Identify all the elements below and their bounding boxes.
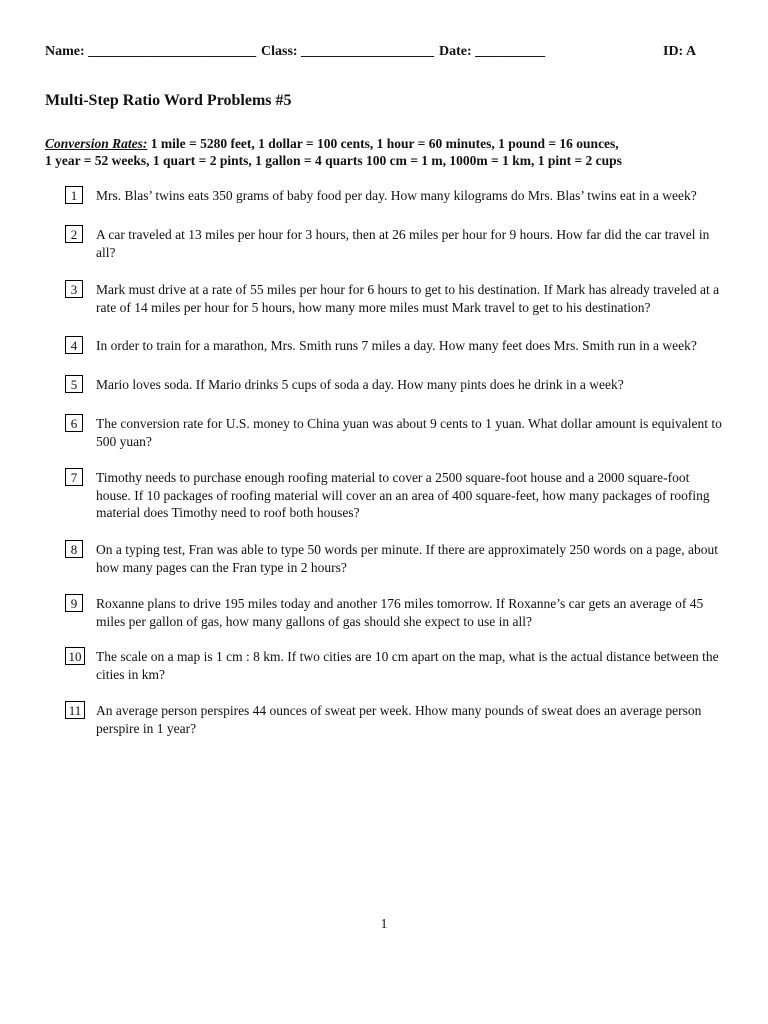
conversion-text-1: 1 mile = 5280 feet, 1 dollar = 100 cents, 1 hour = 60 minutes, 1 pound = 16 ounces, bbox=[147, 136, 619, 151]
problem-number: 6 bbox=[65, 414, 83, 432]
date-field: Date: __________ bbox=[439, 44, 546, 59]
problem-text: The scale on a map is 1 cm : 8 km. If two cities are 10 cm apart on the map, what is the actual distance between the cities in km? bbox=[96, 649, 719, 682]
problem-number: 9 bbox=[65, 594, 83, 612]
problem-text: Mark must drive at a rate of 55 miles per hour for 6 hours to get to his destination. If Mark has already traveled at a rate of 14 miles per hour for 5 hours, how many more miles must Mark travel to get to his destination? bbox=[96, 282, 720, 315]
name-field: Name: ________________________ bbox=[45, 44, 257, 59]
problem-text: An average person perspires 44 ounces of sweat per week. Hhow many pounds of sweat does an average person perspire in 1 year? bbox=[96, 703, 702, 736]
header-line bbox=[45, 44, 725, 64]
problem-number: 11 bbox=[65, 701, 85, 719]
page-number: 1 bbox=[380, 916, 388, 931]
problem-number: 5 bbox=[65, 375, 83, 393]
problem-text: Mrs. Blas’ twins eats 350 grams of baby food per day. How many kilograms do Mrs. Blas’ twins eat in a week? bbox=[96, 188, 697, 203]
conversion-label: Conversion Rates: bbox=[45, 136, 148, 151]
problem-number: 10 bbox=[65, 647, 85, 665]
problem-text: In order to train for a marathon, Mrs. Smith runs 7 miles a day. How many feet does Mrs. Smith run in a week? bbox=[96, 338, 697, 353]
problem-text: The conversion rate for U.S. money to China yuan was about 9 cents to 1 yuan. What dollar amount is equivalent to 500 yuan? bbox=[96, 416, 722, 449]
id-label: ID: A bbox=[663, 44, 697, 59]
problem-number: 3 bbox=[65, 280, 83, 298]
problem-number: 2 bbox=[65, 225, 83, 243]
page-title: Multi-Step Ratio Word Problems #5 bbox=[45, 92, 292, 109]
problem-number: 4 bbox=[65, 336, 83, 354]
problem-text: Timothy needs to purchase enough roofing material to cover a 2500 square-foot house and a 2000 square-foot house. If 10 packages of roofing material will cover an an area of 400 square-feet, how many packages of roofing material does Timothy need to roof both houses? bbox=[96, 470, 710, 520]
class-field: Class: ___________________ bbox=[261, 44, 435, 59]
conversion-line-2: 1 year = 52 weeks, 1 quart = 2 pints, 1 gallon = 4 quarts 100 cm = 1 m, 1000m = 1 km, 1 pint = 2 cups bbox=[45, 153, 622, 168]
problem-text: A car traveled at 13 miles per hour for 3 hours, then at 26 miles per hour for 9 hours. How far did the car travel in all? bbox=[96, 227, 710, 260]
problem-text: On a typing test, Fran was able to type 50 words per minute. If there are approximately 250 words on a page, about how many pages can the Fran type in 2 hours? bbox=[96, 542, 718, 575]
problem-text: Roxanne plans to drive 195 miles today and another 176 miles tomorrow. If Roxanne’s car gets an average of 45 miles per gallon of gas, how many gallons of gas should she expect to use in all? bbox=[96, 596, 704, 629]
conversion-line-1 bbox=[45, 135, 725, 152]
problem-text: Mario loves soda. If Mario drinks 5 cups of soda a day. How many pints does he drink in a week? bbox=[96, 377, 624, 392]
problem-number: 1 bbox=[65, 186, 83, 204]
problem-number: 8 bbox=[65, 540, 83, 558]
problem-number: 7 bbox=[65, 468, 83, 486]
conversion-rates bbox=[45, 135, 725, 169]
